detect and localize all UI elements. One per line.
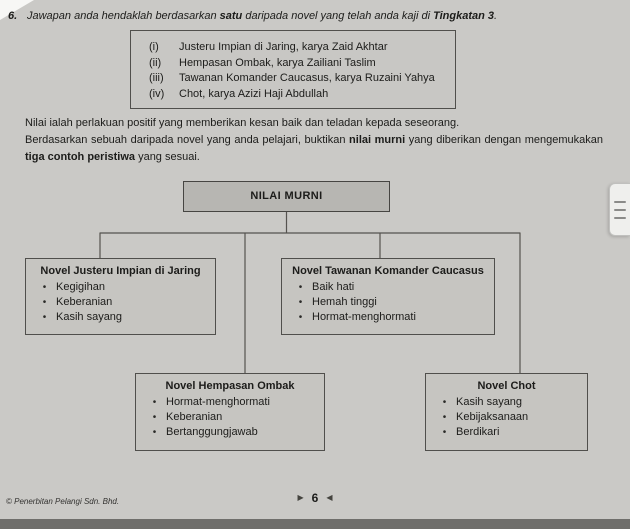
- value-row: [282, 310, 494, 325]
- intro-line1: Nilai ialah perlakuan positif yang memberikan kesan baik dan teladan kepada seseorang.: [25, 117, 460, 129]
- bullet-icon: •: [42, 282, 47, 293]
- bullet-icon: •: [442, 412, 447, 423]
- value-label: Keberanian: [166, 411, 223, 423]
- text-segment: Berdasarkan sebuah daripada novel yang anda pelajari, buktikan: [25, 134, 350, 146]
- diagram-root-box: NILAI MURNI: [183, 181, 390, 212]
- novel-box-chot: [425, 373, 588, 451]
- bullet-icon: •: [298, 312, 303, 323]
- bullet-icon: •: [442, 397, 447, 408]
- novel-box-title: Novel Justeru Impian di Jaring: [40, 265, 201, 277]
- text-segment: Jawapan anda hendaklah berdasarkan: [27, 10, 220, 22]
- question-number: 6.: [8, 10, 18, 22]
- list-numeral: (ii): [149, 56, 162, 69]
- hamburger-icon: [614, 201, 626, 219]
- page-number: 6: [311, 491, 319, 505]
- bullet-icon: •: [152, 427, 157, 438]
- value-row: [426, 425, 587, 440]
- intro-line2: [25, 132, 603, 166]
- page-arrow-left-icon: ◀: [326, 493, 333, 502]
- text-segment: yang sesuai.: [135, 151, 200, 163]
- novel-box-title: Novel Chot: [477, 380, 536, 392]
- bullet-icon: •: [298, 282, 303, 293]
- list-text: Hempasan Ombak, karya Zailiani Taslim: [179, 56, 376, 69]
- page-arrow-right-icon: ▶: [297, 493, 304, 502]
- list-numeral: (i): [149, 41, 159, 53]
- value-row: [426, 410, 587, 425]
- bullet-icon: •: [152, 397, 157, 408]
- novel-list-item: [149, 87, 447, 103]
- side-panel-handle[interactable]: [609, 183, 630, 236]
- novel-box-title: Novel Hempasan Ombak: [165, 380, 295, 392]
- value-label: Keberanian: [56, 296, 113, 308]
- page-number-marker: [0, 491, 630, 505]
- value-label: Kegigihan: [56, 281, 105, 293]
- novel-box-hempasan: [135, 373, 325, 451]
- novel-box-justeru: [25, 258, 216, 335]
- value-label: Hormat-menghormati: [166, 396, 270, 408]
- novel-list-item: [149, 56, 447, 72]
- bullet-icon: •: [442, 427, 447, 438]
- copyright-text: © Penerbitan Pelangi Sdn. Bhd.: [6, 497, 120, 506]
- question-text: [27, 9, 497, 24]
- value-label: Hemah tinggi: [312, 296, 377, 308]
- bullet-icon: •: [298, 297, 303, 308]
- novel-list-item: [149, 40, 447, 56]
- value-label: Kasih sayang: [456, 396, 523, 408]
- list-text: Justeru Impian di Jaring, karya Zaid Akhtar: [179, 41, 388, 53]
- value-label: Baik hati: [312, 281, 355, 293]
- value-row: [26, 310, 215, 325]
- bullet-icon: •: [42, 312, 47, 323]
- page-bottom-edge: [0, 519, 630, 529]
- list-numeral: (iv): [149, 87, 165, 100]
- value-row: [26, 280, 215, 295]
- text-segment: satu: [219, 10, 243, 22]
- value-row: [136, 425, 324, 440]
- value-row: [136, 395, 324, 410]
- list-numeral: (iii): [149, 72, 164, 84]
- list-text: Tawanan Komander Caucasus, karya Ruzaini Yahya: [179, 72, 435, 84]
- list-text: Chot, karya Azizi Haji Abdullah: [179, 87, 329, 100]
- value-label: Bertanggungjawab: [166, 426, 258, 438]
- value-row: [26, 295, 215, 310]
- text-segment: daripada novel yang telah anda kaji di: [242, 10, 434, 22]
- question-row: [8, 9, 612, 24]
- value-label: Hormat-menghormati: [312, 311, 416, 323]
- value-row: [282, 280, 494, 295]
- text-segment: .: [494, 10, 498, 22]
- text-segment: yang diberikan dengan mengemukakan: [405, 134, 603, 146]
- value-row: [282, 295, 494, 310]
- novel-list-box: [130, 30, 456, 109]
- bullet-icon: •: [152, 412, 157, 423]
- text-segment: tiga contoh peristiwa: [25, 151, 136, 163]
- intro-paragraph: [25, 115, 603, 166]
- bullet-icon: •: [42, 297, 47, 308]
- value-row: [426, 395, 587, 410]
- novel-box-tawanan: [281, 258, 495, 335]
- text-segment: Tingkatan 3: [433, 10, 495, 22]
- value-label: Berdikari: [456, 426, 500, 438]
- novel-box-title: Novel Tawanan Komander Caucasus: [292, 265, 484, 277]
- novel-list-item: [149, 71, 447, 87]
- value-label: Kasih sayang: [56, 311, 123, 323]
- value-label: Kebijaksanaan: [456, 411, 529, 423]
- value-row: [136, 410, 324, 425]
- text-segment: nilai murni: [349, 134, 406, 146]
